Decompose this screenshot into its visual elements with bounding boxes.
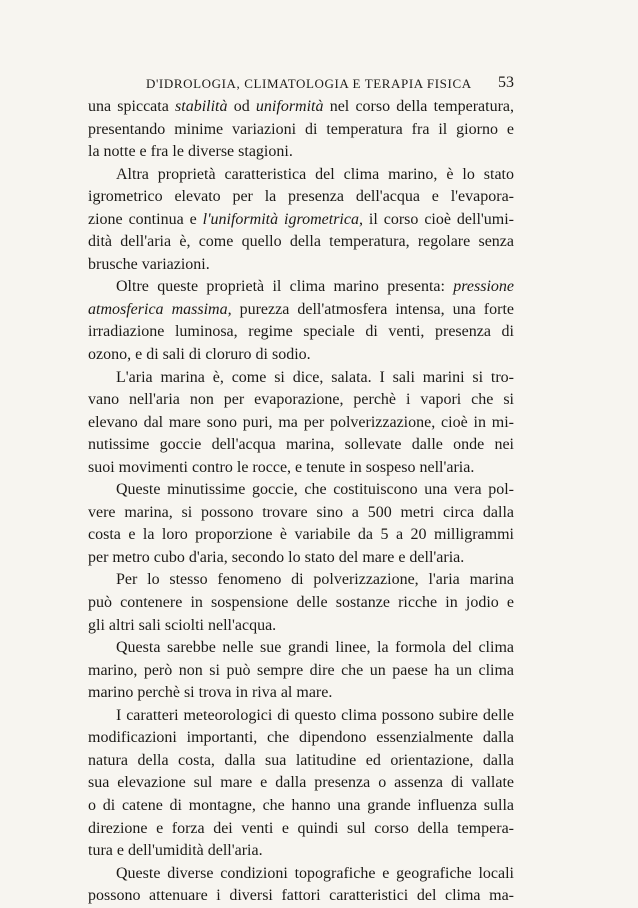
- text-segment: possono attenuare i diversi fattori caratteristici del clima ma-: [88, 887, 514, 905]
- text-segment: dità dell'aria è, come quello della temperatura, regolare senza: [88, 233, 514, 251]
- text-segment: il corso cioè dell'umi-: [362, 210, 514, 228]
- running-title: D'IDROLOGIA, CLIMATOLOGIA E TERAPIA FISICA: [146, 76, 472, 91]
- emphasized-text: atmosferica massima,: [88, 300, 232, 318]
- text-segment: ozono, e di sali di cloruro di sodio.: [88, 346, 311, 364]
- text-line: [88, 772, 514, 795]
- text-segment: marino, però non si può sempre dire che un paese ha un clima: [88, 661, 514, 679]
- text-line: [88, 479, 514, 502]
- text-segment: costa e la loro proporzione è variabile da 5 a 20 milligrammi: [88, 526, 514, 544]
- text-line: [88, 818, 514, 841]
- text-line: [88, 412, 514, 435]
- text-segment: direzione e forza dei venti e quindi sul corso della tempera-: [88, 819, 514, 837]
- emphasized-text: pressione: [453, 278, 514, 296]
- text-line: [88, 682, 514, 705]
- text-segment: Queste minutissime goccie, che costituiscono una vera pol-: [116, 481, 514, 499]
- text-line: [88, 637, 514, 660]
- emphasized-text: uniformità: [255, 98, 324, 115]
- text-line: [88, 795, 514, 818]
- text-segment: igrometrico elevato per la presenza dell'acqua e l'evapora-: [88, 188, 514, 206]
- text-line: [88, 141, 514, 164]
- text-segment: vano nell'aria non per evaporazione, perchè i vapori che si: [88, 391, 514, 409]
- text-line: [88, 569, 514, 592]
- text-segment: nel corso della temperatura,: [323, 98, 514, 115]
- text-line: [88, 547, 514, 570]
- text-segment: per metro cubo d'aria, secondo lo stato del mare e dell'aria.: [88, 548, 465, 566]
- text-segment: I caratteri meteorologici di questo clima possono subire delle: [116, 706, 514, 724]
- text-segment: od: [227, 98, 256, 115]
- text-segment: nutissime goccie dell'acqua marina, sollevate dalle onde nei: [88, 436, 514, 454]
- text-segment: brusche variazioni.: [88, 255, 210, 273]
- text-line: [88, 592, 514, 615]
- text-segment: può contenere in sospensione delle sostanze ricche in jodio e: [88, 594, 514, 612]
- text-segment: Per lo stesso fenomeno di polverizzazione, l'aria marina: [116, 571, 514, 589]
- text-line: [88, 186, 514, 209]
- text-segment: zione continua e: [88, 210, 203, 228]
- text-segment: vere marina, si possono trovare sino a 500 metri circa dalla: [88, 503, 514, 521]
- text-line: [88, 863, 514, 886]
- text-line: [88, 254, 514, 277]
- text-line: [88, 750, 514, 773]
- text-segment: tura e dell'umidità dell'aria.: [88, 842, 263, 860]
- text-segment: una spiccata: [88, 98, 176, 115]
- text-line: [88, 457, 514, 480]
- text-segment: Queste diverse condizioni topografiche e geografiche locali: [116, 864, 514, 882]
- text-segment: sua elevazione sul mare e dalla presenza o assenza di vallate: [88, 774, 514, 792]
- text-line: [88, 276, 514, 299]
- text-line: [88, 344, 514, 367]
- text-segment: L'aria marina è, come si dice, salata. I sali marini si tro-: [116, 368, 514, 386]
- text-segment: marino perchè si trova in riva al mare.: [88, 684, 333, 702]
- text-line: [88, 727, 514, 750]
- text-segment: presentando minime variazioni di temperatura fra il giorno e: [88, 120, 514, 138]
- text-line: [88, 321, 514, 344]
- text-segment: Altra proprietà caratteristica del clima marino, è lo stato: [116, 165, 514, 183]
- text-line: [88, 299, 514, 322]
- text-line: [88, 434, 514, 457]
- text-segment: gli altri sali sciolti nell'acqua.: [88, 616, 277, 634]
- text-line: [88, 367, 514, 390]
- emphasized-text: l'uniformità igrometrica,: [202, 210, 363, 228]
- text-segment: elevano dal mare sono puri, ma per polverizzazione, cioè in mi-: [88, 413, 514, 431]
- text-line: [88, 119, 514, 142]
- page-number: 53: [498, 74, 514, 91]
- text-segment: irradiazione luminosa, regime speciale di venti, presenza di: [88, 323, 514, 341]
- emphasized-text: stabilità: [175, 98, 228, 115]
- text-segment: modificazioni importanti, che dipendono essenzialmente dalla: [88, 729, 514, 747]
- text-segment: natura della costa, dalla sua latitudine ed orientazione, dalla: [88, 751, 514, 769]
- text-segment: suoi movimenti contro le rocce, e tenute in sospeso nell'aria.: [88, 458, 475, 476]
- text-segment: la notte e fra le diverse stagioni.: [88, 143, 293, 161]
- text-segment: purezza dell'atmosfera intensa, una forte: [231, 300, 514, 318]
- text-line: [88, 389, 514, 412]
- running-head: [88, 76, 514, 96]
- text-line: [88, 840, 514, 863]
- text-segment: o di catene di montagne, che hanno una grande influenza sulla: [88, 796, 514, 814]
- text-line: [88, 885, 514, 908]
- text-line: [88, 660, 514, 683]
- text-line: [88, 231, 514, 254]
- text-segment: Questa sarebbe nelle sue grandi linee, la formola del clima: [116, 639, 514, 657]
- text-line: [88, 705, 514, 728]
- body-text: [88, 96, 514, 908]
- text-segment: Oltre queste proprietà il clima marino presenta:: [116, 278, 454, 296]
- text-line: [88, 164, 514, 187]
- text-line: [88, 209, 514, 232]
- text-line: [88, 96, 514, 119]
- text-line: [88, 615, 514, 638]
- text-line: [88, 524, 514, 547]
- text-line: [88, 502, 514, 525]
